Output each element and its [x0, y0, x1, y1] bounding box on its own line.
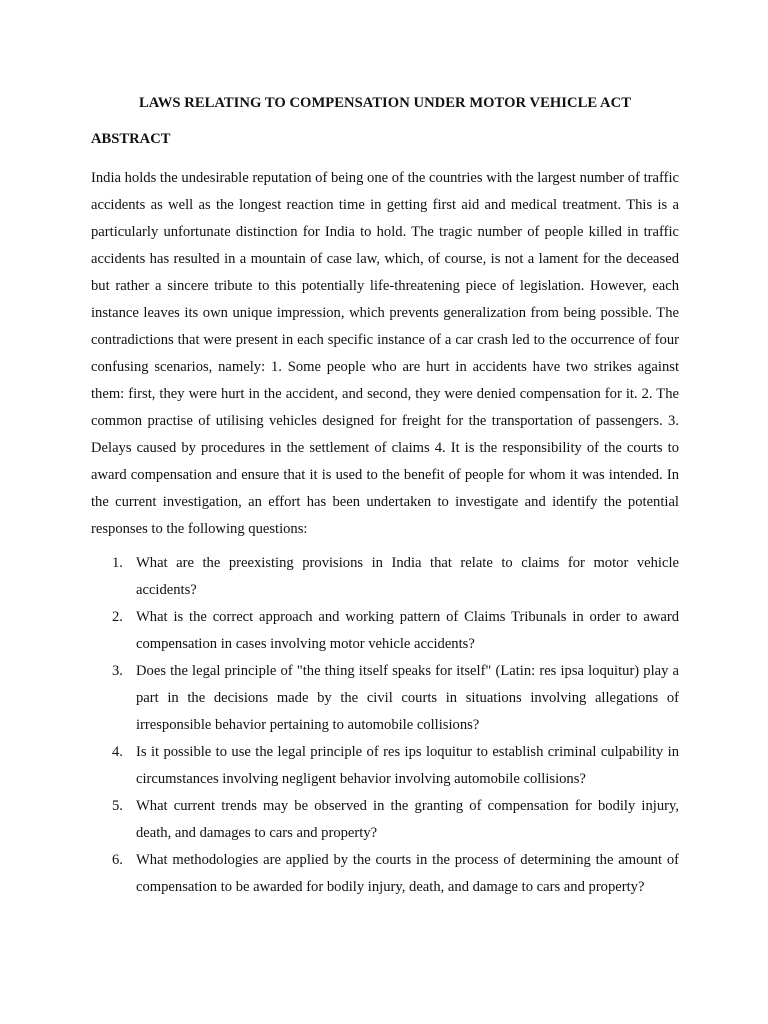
question-item: [91, 847, 679, 901]
question-text: Is it possible to use the legal principle of res ips loquitur to establish criminal culpability in circumstances involving negligent behavior involving automobile collisions?: [136, 744, 679, 787]
question-item: [91, 550, 679, 604]
question-item: [91, 604, 679, 658]
question-item: [91, 793, 679, 847]
question-text: What methodologies are applied by the courts in the process of determining the amount of compensation to be awarded for bodily injury, death, and damage to cars and property?: [136, 852, 679, 895]
question-number: 3.: [112, 663, 123, 679]
question-number: 5.: [112, 798, 123, 814]
question-number: 6.: [112, 852, 123, 868]
question-item: [91, 658, 679, 739]
document-title: LAWS RELATING TO COMPENSATION UNDER MOTOR VEHICLE ACT: [138, 95, 632, 111]
question-item: [91, 739, 679, 793]
question-text: What are the preexisting provisions in India that relate to claims for motor vehicle accidents?: [136, 555, 679, 598]
question-number: 2.: [112, 609, 123, 625]
question-text: What current trends may be observed in the granting of compensation for bodily injury, death, and damages to cars and property?: [136, 798, 679, 841]
question-text: Does the legal principle of "the thing itself speaks for itself" (Latin: res ipsa loquitur) play a part in the decisions made by the civil courts in situations involving allegations of irresponsible behavior pertaining to automobile collisions?: [136, 663, 679, 733]
questions-list: [91, 550, 679, 901]
abstract-heading: ABSTRACT: [91, 131, 171, 147]
question-text: What is the correct approach and working pattern of Claims Tribunals in order to award compensation in cases involving motor vehicle accidents?: [136, 609, 679, 652]
abstract-paragraph: India holds the undesirable reputation of being one of the countries with the largest number of traffic accidents as well as the longest reaction time in getting first aid and medical treatment. This is a particularly unfortunate distinction for India to hold. The tragic number of people killed in traffic accidents has resulted in a mountain of case law, which, of course, is not a lament for the deceased but rather a sincere tribute to this potentially life-threatening piece of legislation. However, each instance leaves its own unique impression, which prevents generalization from being possible. The contradictions that were present in each specific instance of a car crash led to the occurrence of four confusing scenarios, namely: 1. Some people who are hurt in accidents have two strikes against them: first, they were hurt in the accident, and second, they were denied compensation for it. 2. The common practise of utilising vehicles designed for freight for the transportation of passengers. 3. Delays caused by procedures in the settlement of claims 4. It is the responsibility of the courts to award compensation and ensure that it is used to the benefit of people for whom it was intended. In the current investigation, an effort has been undertaken to investigate and identify the potential responses to the following questions:: [91, 170, 679, 537]
question-number: 4.: [112, 744, 123, 760]
question-number: 1.: [112, 555, 123, 571]
